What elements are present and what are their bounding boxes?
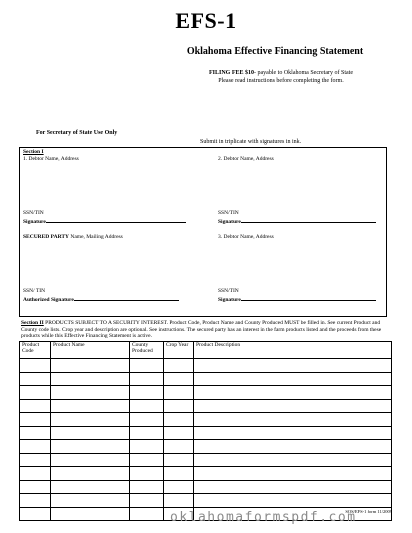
county-cell[interactable] <box>130 413 164 427</box>
product-code-cell[interactable] <box>20 413 51 427</box>
secured-party-ssn-label: SSN/ TIN <box>23 288 46 294</box>
description-cell[interactable] <box>194 494 392 508</box>
crop-year-cell[interactable] <box>164 359 194 373</box>
description-cell[interactable] <box>194 372 392 386</box>
triplicate-note: Submit in triplicate with signatures in ink. <box>200 139 302 145</box>
product-name-cell[interactable] <box>51 386 130 400</box>
section-2-description: PRODUCTS SUBJECT TO A SECURITY INTEREST. Product Code, Product Name and County Produced MUST be filled in. See current Product and County code lists. Crop year and description are optional. See instructions. The secured party has an interest in the farm products listed and the proceeds from these products while this Effective Financing Statement is active. <box>21 320 382 339</box>
product-name-cell[interactable] <box>51 372 130 386</box>
table-row <box>20 372 392 386</box>
product-name-cell[interactable] <box>51 359 130 373</box>
crop-year-cell[interactable] <box>164 480 194 494</box>
filing-fee-label: FILING FEE $10 <box>209 70 255 76</box>
col-header-crop-year: Crop Year <box>164 342 194 359</box>
county-cell[interactable] <box>130 426 164 440</box>
authorized-signature-label: Authorized Signature <box>23 297 74 303</box>
section-2-text <box>21 320 393 340</box>
description-cell[interactable] <box>194 426 392 440</box>
signature-label: Signature <box>23 219 46 225</box>
signature-line[interactable] <box>241 295 376 301</box>
debtor-2-signature-field[interactable] <box>218 217 376 226</box>
signature-line[interactable] <box>46 217 186 223</box>
form-id-title: EFS-1 <box>175 8 237 33</box>
section-2-heading: Section II <box>21 320 44 326</box>
debtor-3-label: 3. Debtor Name, Address <box>218 234 274 240</box>
county-cell[interactable] <box>130 386 164 400</box>
debtor-3-ssn-label: SSN/TIN <box>218 288 239 294</box>
crop-year-cell[interactable] <box>164 372 194 386</box>
products-table-header <box>20 342 392 359</box>
secured-party-rest: Name, Mailing Address <box>69 234 123 240</box>
crop-year-cell[interactable] <box>164 386 194 400</box>
table-row <box>20 494 392 508</box>
county-cell[interactable] <box>130 467 164 481</box>
description-cell[interactable] <box>194 440 392 454</box>
table-row <box>20 453 392 467</box>
col-header-product-code: Product Code <box>20 342 51 359</box>
product-name-cell[interactable] <box>51 413 130 427</box>
description-cell[interactable] <box>194 413 392 427</box>
debtor-1-signature-field[interactable] <box>23 217 186 226</box>
products-table <box>19 341 392 521</box>
crop-year-cell[interactable] <box>164 467 194 481</box>
product-code-cell[interactable] <box>20 440 51 454</box>
debtor-1-label: 1. Debtor Name, Address <box>23 156 79 162</box>
section-1-heading: Section I <box>23 149 44 155</box>
secured-party-label <box>23 234 123 241</box>
instructions-note: Please read instructions before completing the form. <box>218 78 344 84</box>
product-code-cell[interactable] <box>20 480 51 494</box>
table-row <box>20 426 392 440</box>
product-code-cell[interactable] <box>20 494 51 508</box>
form-code: SOS/EFS-1 form 11/2009 <box>345 509 392 514</box>
product-code-cell[interactable] <box>20 359 51 373</box>
description-cell[interactable] <box>194 399 392 413</box>
table-row <box>20 399 392 413</box>
description-cell[interactable] <box>194 359 392 373</box>
crop-year-cell[interactable] <box>164 413 194 427</box>
county-cell[interactable] <box>130 453 164 467</box>
county-cell[interactable] <box>130 480 164 494</box>
filing-fee-rest: - payable to Oklahoma Secretary of State <box>254 70 353 76</box>
table-row <box>20 386 392 400</box>
product-name-cell[interactable] <box>51 453 130 467</box>
crop-year-cell[interactable] <box>164 453 194 467</box>
col-header-county-produced: County Produced <box>130 342 164 359</box>
table-row <box>20 440 392 454</box>
debtor-3-signature-field[interactable] <box>218 295 376 304</box>
table-row <box>20 413 392 427</box>
signature-line[interactable] <box>74 295 179 301</box>
section-1-box <box>19 147 387 317</box>
product-code-cell[interactable] <box>20 372 51 386</box>
product-code-cell[interactable] <box>20 426 51 440</box>
product-code-cell[interactable] <box>20 453 51 467</box>
table-row <box>20 467 392 481</box>
product-name-cell[interactable] <box>51 426 130 440</box>
crop-year-cell[interactable] <box>164 426 194 440</box>
table-row <box>20 480 392 494</box>
filing-fee-note <box>150 69 412 85</box>
county-cell[interactable] <box>130 372 164 386</box>
debtor-2-label: 2. Debtor Name, Address <box>218 156 274 162</box>
product-name-cell[interactable] <box>51 507 130 521</box>
product-name-cell[interactable] <box>51 480 130 494</box>
signature-line[interactable] <box>241 217 376 223</box>
description-cell[interactable] <box>194 386 392 400</box>
description-cell[interactable] <box>194 453 392 467</box>
authorized-signature-field[interactable] <box>23 295 179 304</box>
secured-party-heading: SECURED PARTY <box>23 234 70 240</box>
county-cell[interactable] <box>130 399 164 413</box>
description-cell[interactable] <box>194 480 392 494</box>
col-header-product-name: Product Name <box>51 342 130 359</box>
product-code-cell[interactable] <box>20 386 51 400</box>
crop-year-cell[interactable] <box>164 399 194 413</box>
crop-year-cell[interactable] <box>164 494 194 508</box>
debtor-1-ssn-label: SSN/TIN <box>23 210 44 216</box>
product-code-cell[interactable] <box>20 399 51 413</box>
description-cell[interactable] <box>194 467 392 481</box>
signature-label: Signature <box>218 297 241 303</box>
form-title: Oklahoma Effective Financing Statement <box>186 46 364 57</box>
watermark: oklahomaformspdf.com <box>170 510 357 525</box>
product-name-cell[interactable] <box>51 467 130 481</box>
county-cell[interactable] <box>130 507 164 521</box>
product-name-cell[interactable] <box>51 399 130 413</box>
product-code-cell[interactable] <box>20 507 51 521</box>
county-cell[interactable] <box>130 440 164 454</box>
county-cell[interactable] <box>130 494 164 508</box>
crop-year-cell[interactable] <box>164 440 194 454</box>
col-header-product-description: Product Description <box>194 342 392 359</box>
product-code-cell[interactable] <box>20 467 51 481</box>
signature-label: Signature <box>218 219 241 225</box>
county-cell[interactable] <box>130 359 164 373</box>
sos-use-label: For Secretary of State Use Only <box>36 130 118 136</box>
debtor-2-ssn-label: SSN/TIN <box>218 210 239 216</box>
product-name-cell[interactable] <box>51 494 130 508</box>
table-row <box>20 359 392 373</box>
product-name-cell[interactable] <box>51 440 130 454</box>
